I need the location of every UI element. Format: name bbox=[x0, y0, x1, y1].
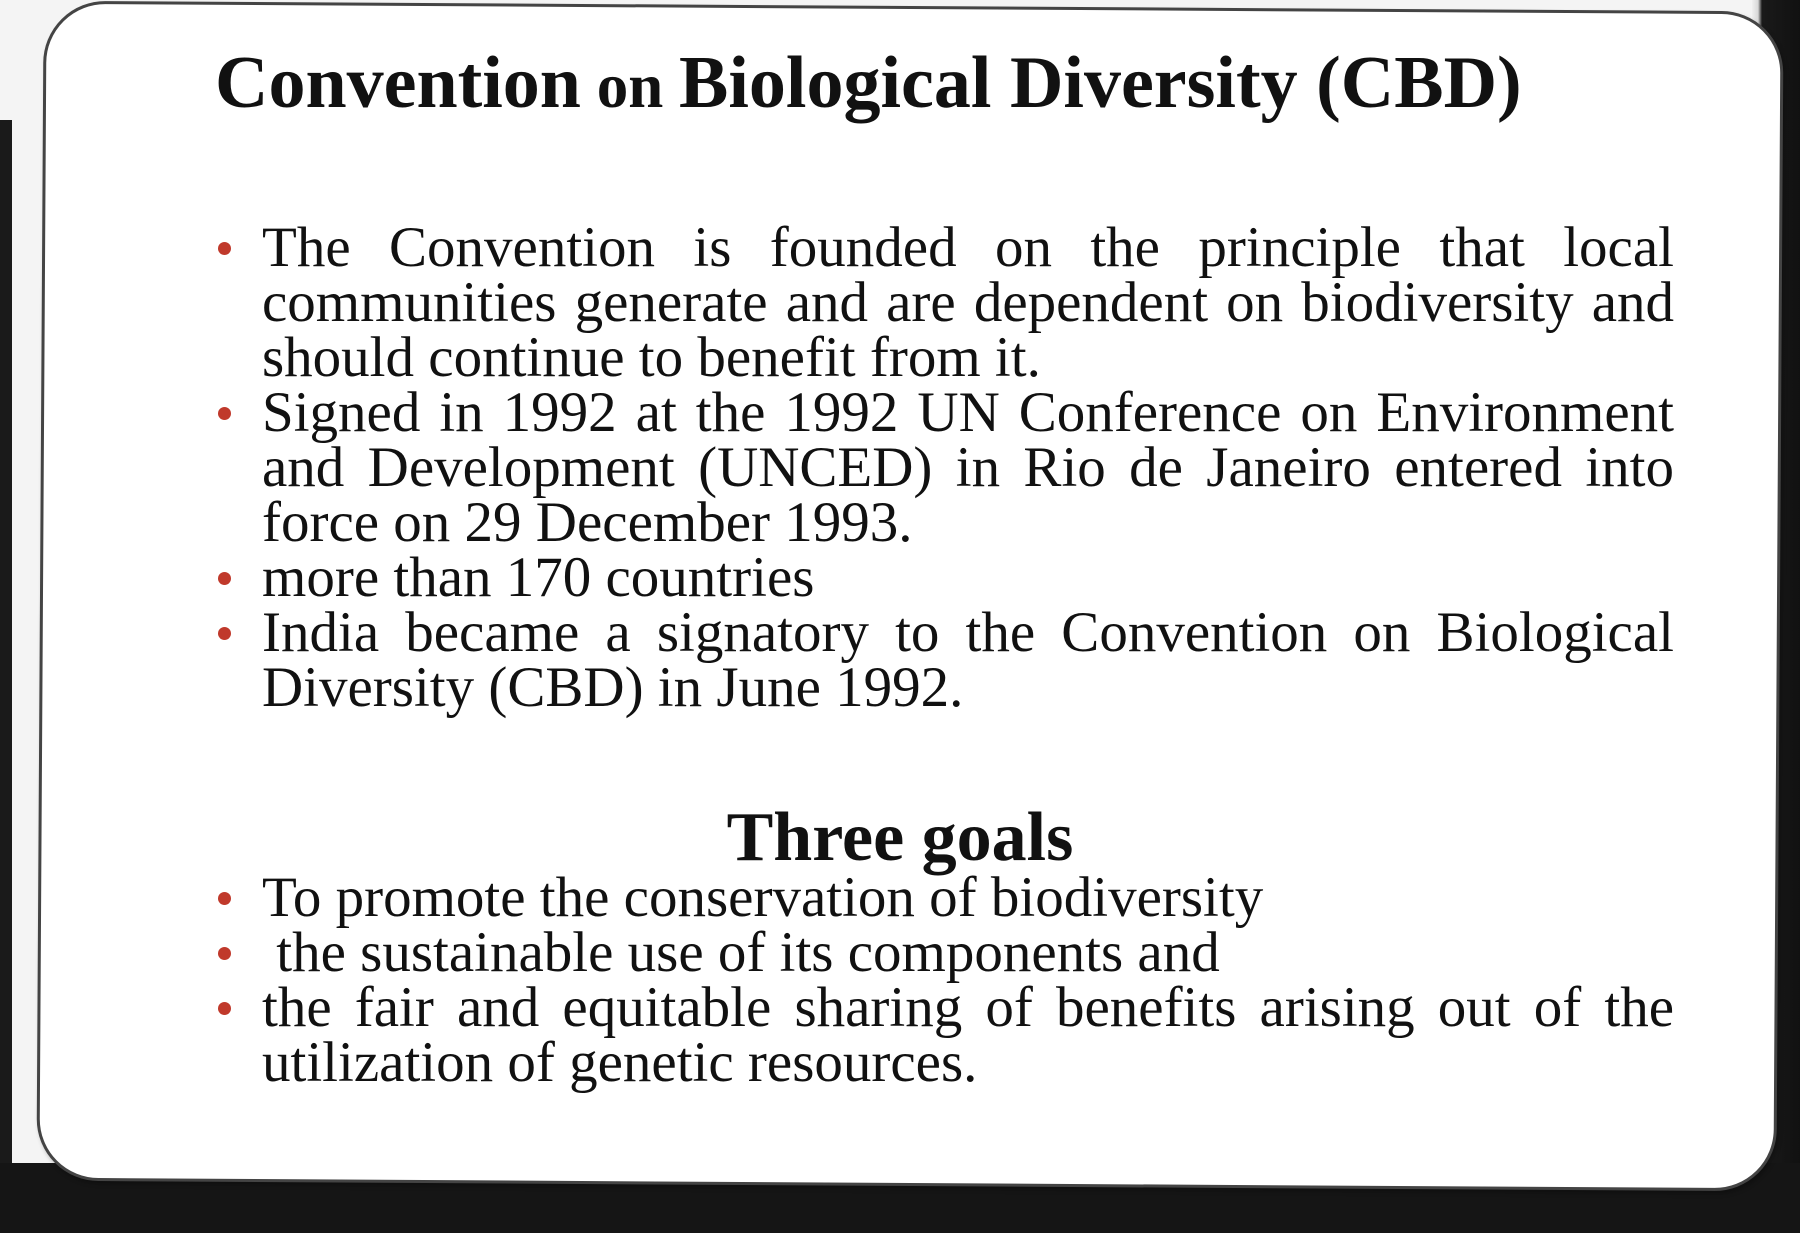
title-word-on: on bbox=[580, 51, 679, 121]
left-edge-shadow bbox=[0, 120, 12, 1233]
list-item bbox=[214, 381, 1674, 554]
list-item-text: more than 170 countries bbox=[262, 546, 815, 609]
bullet-dot-icon bbox=[218, 242, 231, 255]
list-item bbox=[214, 976, 1674, 1094]
bullet-dot-icon bbox=[218, 407, 231, 420]
list-item-text: the sustainable use of its components and bbox=[262, 921, 1220, 984]
list-item-text: To promote the conservation of biodiversity bbox=[262, 866, 1264, 929]
bullet-dot-icon bbox=[218, 892, 231, 905]
goals-bullet-list bbox=[214, 866, 1674, 1094]
list-item-text: the fair and equitable sharing of benefits arising out of the utilization of genetic resources. bbox=[262, 976, 1674, 1094]
list-item-text: Signed in 1992 at the 1992 UN Conference on Environment and Development (UNCED) in Rio de Janeiro entered into force on 29 December 1993. bbox=[262, 381, 1674, 554]
slide-title bbox=[215, 38, 1522, 131]
list-item bbox=[214, 216, 1674, 389]
list-item-text: India became a signatory to the Convention on Biological Diversity (CBD) in June 1992. bbox=[262, 601, 1674, 719]
list-item bbox=[214, 601, 1674, 719]
list-item bbox=[214, 866, 1674, 929]
list-item bbox=[214, 546, 1674, 609]
goals-heading: Three goals bbox=[726, 799, 1074, 876]
bullet-dot-icon bbox=[218, 947, 231, 960]
title-rest: Biological Diversity (CBD) bbox=[679, 42, 1522, 124]
bullet-dot-icon bbox=[218, 1002, 231, 1015]
list-item-text: The Convention is founded on the principle that local communities generate and are dependent on biodiversity and should continue to benefit from it. bbox=[262, 216, 1674, 389]
list-item bbox=[214, 921, 1674, 984]
bullet-dot-icon bbox=[218, 627, 231, 640]
intro-bullet-list bbox=[214, 216, 1674, 719]
bullet-dot-icon bbox=[218, 572, 231, 585]
title-word-convention: Convention bbox=[215, 42, 581, 124]
